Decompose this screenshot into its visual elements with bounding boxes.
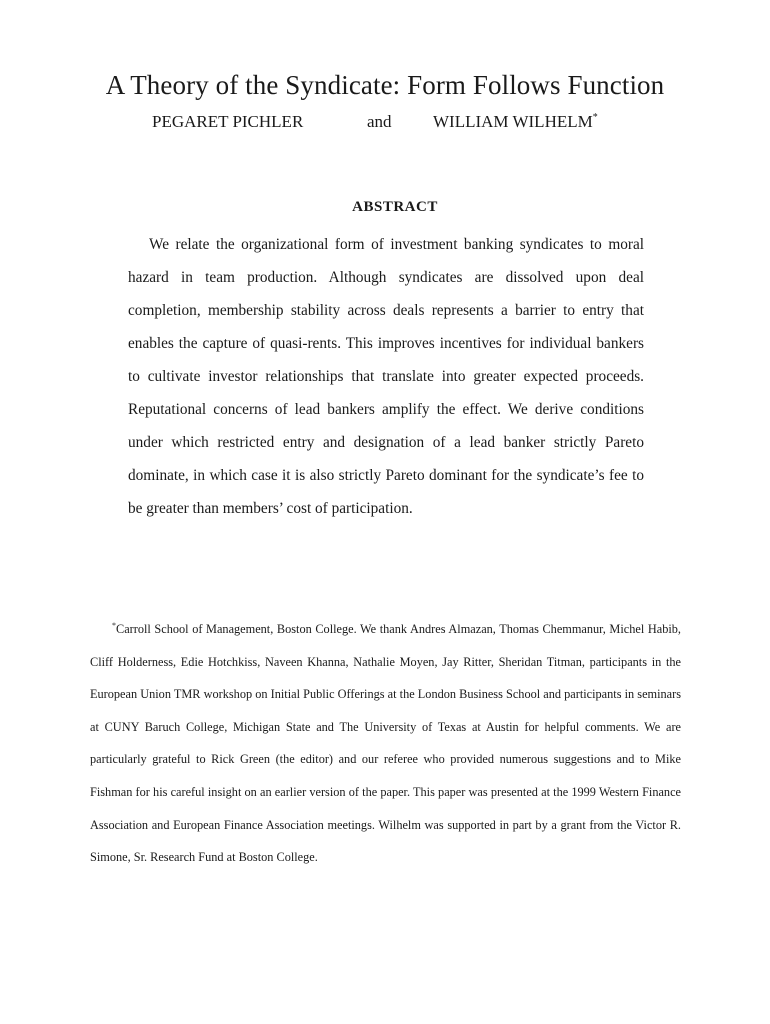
author-name-2-wrapper: [433, 112, 598, 132]
footnote-text: Carroll School of Management, Boston College. We thank Andres Almazan, Thomas Chemmanur, Michel Habib, Cliff Holderness, Edie Hotchkiss, Naveen Khanna, Nathalie Moyen, Jay Ritter, Sheridan Titman, participants in the European Union TMR workshop on Initial Public Offerings at the London Business School and participants in seminars at CUNY Baruch College, Michigan State and The University of Texas at Austin for helpful comments. We are particularly grateful to Rick Green (the editor) and our referee who provided numerous suggestions and to Mike Fishman for his careful insight on an earlier version of the paper. This paper was presented at the 1999 Western Finance Association and European Finance Association meetings. Wilhelm was supported in part by a grant from the Victor R. Simone, Sr. Research Fund at Boston College.: [90, 622, 681, 865]
footnote: [90, 610, 681, 874]
author-footnote-mark: *: [592, 112, 598, 123]
paper-title: A Theory of the Syndicate: Form Follows Function: [105, 70, 665, 100]
footnote-mark: *: [112, 621, 116, 630]
author-name-1: PEGARET PICHLER: [152, 112, 304, 131]
abstract-heading: ABSTRACT: [352, 199, 438, 215]
abstract-body: We relate the organizational form of investment banking syndicates to moral hazard in team production. Although syndicates are dissolved upon deal completion, membership stability across deals represents a barrier to entry that enables the capture of quasi-rents. This improves incentives for individual bankers to cultivate investor relationships that translate into greater expected proceeds. Reputational concerns of lead bankers amplify the effect. We derive conditions under which restricted entry and designation of a lead banker strictly Pareto dominate, in which case it is also strictly Pareto dominant for the syndicate’s fee to be greater than members’ cost of participation.: [128, 236, 644, 517]
author-name-2: WILLIAM WILHELM: [433, 112, 593, 131]
author-conjunction: and: [367, 112, 392, 131]
